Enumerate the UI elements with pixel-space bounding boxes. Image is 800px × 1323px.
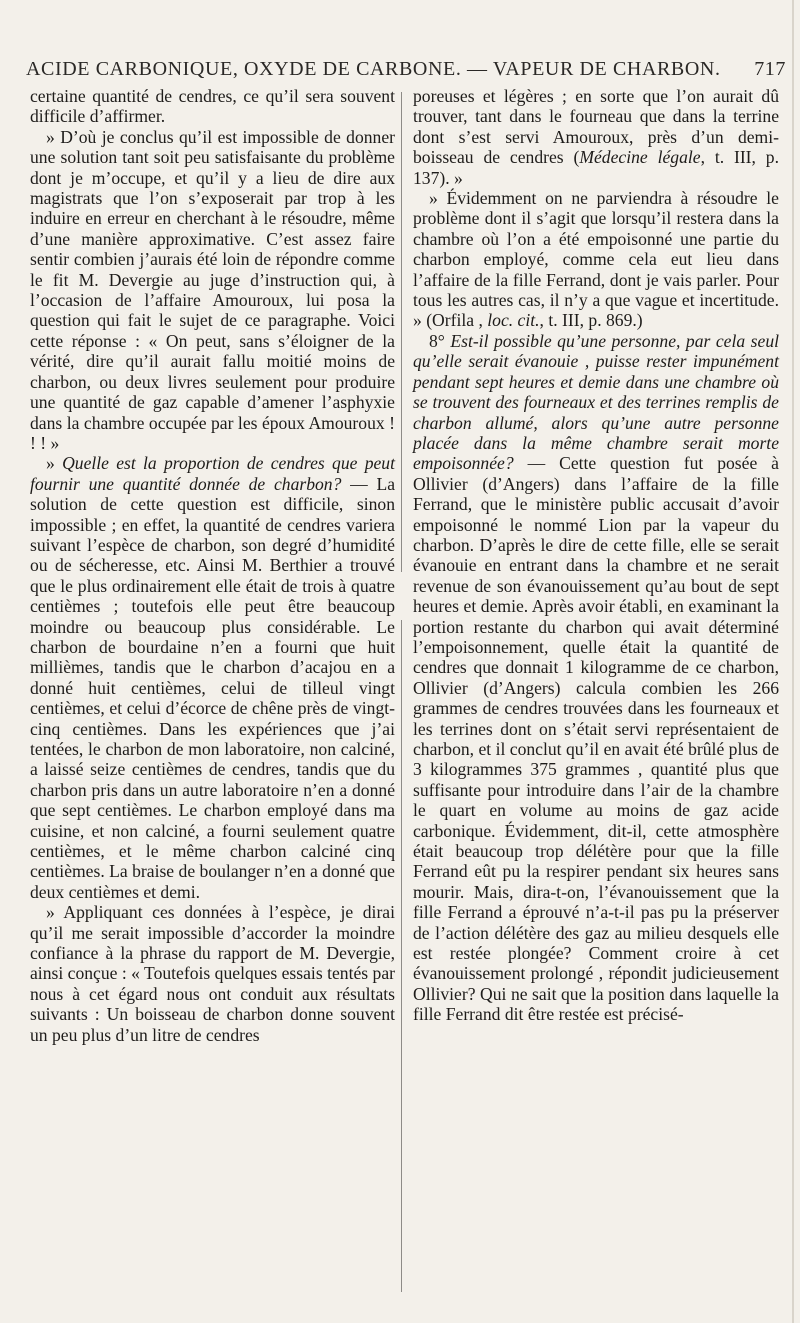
citation-title: Médecine légale <box>579 147 701 168</box>
paragraph-body: » Évidemment on ne parviendra à résoudre le problème dont il s’agit que lorsqu’il restera dans la chambre où l’on a été empoisonné une partie du charbon employé, comme cela eut lieu dans l’affaire de la fille Ferrand, dont je vais parler. Pour tous les autres cas, il n’y a que vague et incertitude. » (Orfila , <box>413 188 779 331</box>
paragraph-body: — La solution de cette question est difficile, sinon impossible ; en effet, la quantité de cendres variera suivant l’espèce de charbon, son degré d’humidité ou de sécheresse, etc. Ainsi M. Berthier a trouvé que le plus ordinairement elle était de trois à quatre centièmes ; toutefois elle peut être beaucoup moindre ou beaucoup plus considérable. Le charbon de bourdaine n’en a fourni que huit millièmes, tandis que le charbon d’acajou en a donné huit centièmes, celui de tilleul vingt centièmes, et celui d’écorce de chêne près de vingt-cinq centièmes. Dans les expériences que j’ai tentées, le charbon de mon laboratoire, non calciné, a laissé seize centièmes de cendres, tandis que du charbon pris dans un autre laboratoire n’en a donné que sept centièmes. Le charbon employé dans ma cuisine, et non calciné, a fourni seulement quatre centièmes, et le même charbon calciné cinq centièmes. La braise de boulanger n’en a donné que deux centièmes et demi. <box>30 473 396 902</box>
citation-loc: loc. cit. <box>487 310 540 331</box>
page-edge <box>792 0 794 1323</box>
running-head <box>26 58 786 81</box>
right-column <box>413 86 779 1025</box>
question-heading: Est-il possible qu’une personne, par cela seul qu’elle serait évanouie , puisse rester impunément pendant sept heures et demie dans une chambre où se trouvent des fourneaux et des terrines remplis de charbon allumé, alors qu’une autre personne placée dans la même chambre serait morte empoisonnée? <box>413 330 780 474</box>
citation-ref: , t. III, p. 137). » <box>413 147 779 188</box>
paragraph: certaine quantité de cendres, ce qu’il sera souvent difficile d’affirmer. <box>30 86 395 127</box>
left-column <box>30 86 395 1045</box>
paragraph-body: poreuses et légères ; en sorte que l’on aurait dû trouver, tant dans le fourneau que dans la terrine dont s’est servi Amouroux, près d’un demi-boisseau de cendres ( <box>413 86 779 168</box>
paragraph <box>413 188 779 331</box>
running-title: ACIDE CARBONIQUE, OXYDE DE CARBONE. — VAPEUR DE CHARBON. <box>26 58 721 80</box>
paragraph: » Appliquant ces données à l’espèce, je dirai qu’il me serait impossible d’accorder la moindre confiance à la phrase du rapport de M. Devergie, ainsi conçue : « Toutefois quelques essais tentés par nous à cet égard nous ont conduit aux résultats suivants : Un boisseau de charbon donne souvent un peu plus d’un litre de cendres <box>30 902 395 1045</box>
column-divider <box>401 92 402 1292</box>
paragraph: » D’où je conclus qu’il est impossible de donner une solution tant soit peu satisfaisante du problème dont je m’occupe, et qu’il y a lieu de dire aux magistrats que l’on s’exposerait par trop à les induire en erreur en cherchant à le résoudre, même d’une manière approximative. C’est assez faire sentir combien j’aurais été loin de répondre comme le fit M. Devergie au juge d’instruction qui, à l’occasion de l’affaire Amouroux, lui posa la question qui fait le sujet de ce paragraphe. Voici cette réponse : « On peut, sans s’éloigner de la vérité, dire qu’il aurait fallu moitié moins de charbon, ou deux livres seulement pour produire une quantité de gaz capable d’amener l’asphyxie dans la chambre occupée par les époux Amouroux ! ! ! » <box>30 126 395 453</box>
paragraph <box>413 331 779 1025</box>
paragraph <box>413 86 779 188</box>
paragraph-lead: » <box>46 453 63 474</box>
citation-ref: , t. III, p. 869.) <box>539 310 643 331</box>
section-number: 8° <box>429 330 451 351</box>
page-number: 717 <box>754 58 786 80</box>
paragraph-body: — Cette question fut posée à Ollivier (d’Angers) dans l’affaire de la fille Ferrand, que le ministère public accusait d’avoir empoisonné le nommé Lion par la vapeur du charbon. D’après le dire de cette fille, elle se serait évanouie en entrant dans la chambre et ne serait revenue de son évanouissement qu’au bout de sept heures et demie. Après avoir établi, en examinant la portion restante du charbon qui avait déterminé l’empoisonnement, quelle était la quantité de cendres que donnait 1 kilogramme de ce charbon, Ollivier (d’Angers) calcula combien les 266 grammes de cendres trouvées dans les fourneaux et les terrines dont on s’était servi représentaient de charbon, et il conclut qu’il en avait été brûlé plus de 3 kilogrammes 375 grammes , quantité plus que suffisante pour introduire dans l’air de la chambre le quart en volume au moins de gaz acide carbonique. Évidemment, dit-il, cette atmosphère était beaucoup trop délétère pour que la fille Ferrand eût pu la respirer pendant six heures sans mourir. Mais, dira-t-on, l’évanouissement que la fille Ferrand a éprouvé n’a-t-il pas pu la préserver de l’action délétère des gaz au milieu desquels elle est restée plongée? Comment croire à cet évanouissement prolongé , répondit judicieusement Ollivier? Qui ne sait que la position dans laquelle la fille Ferrand dit être restée est précisé- <box>413 453 779 1025</box>
paragraph <box>30 453 395 902</box>
question-heading: Quelle est la proportion de cendres que peut fournir une quantité donnée de charbon? <box>30 453 395 494</box>
